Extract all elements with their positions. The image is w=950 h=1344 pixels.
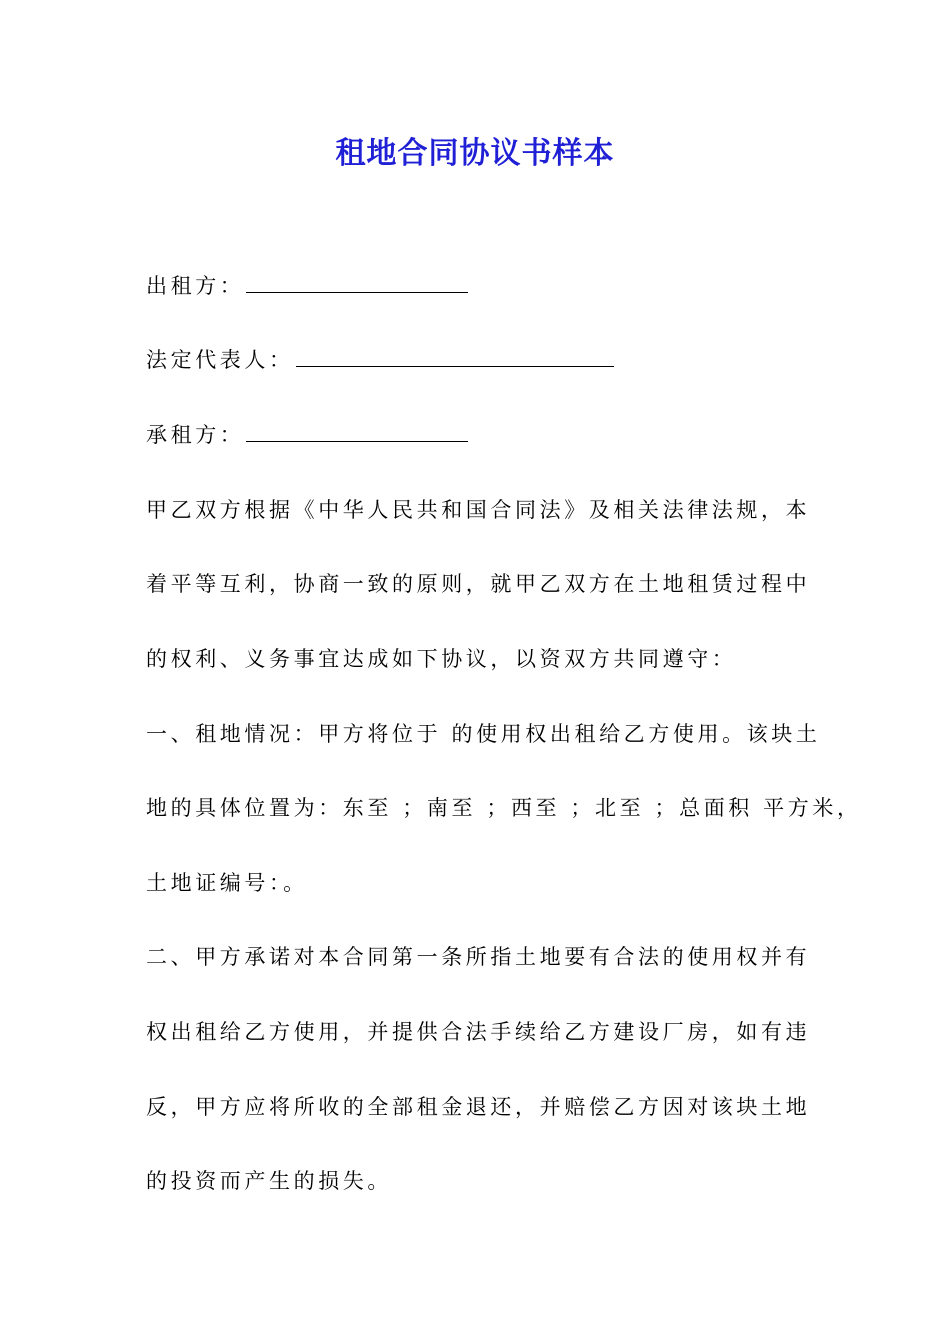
legal-rep-label: 法定代表人： xyxy=(146,348,294,372)
legal-rep-field xyxy=(146,344,826,376)
paragraph-line: 权出租给乙方使用，并提供合法手续给乙方建设厂房，如有违 xyxy=(146,1020,811,1044)
paragraph-line: 地的具体位置为：东至 ；南至 ；西至 ；北至 ；总面积 平方米， xyxy=(146,796,862,820)
paragraph-line: 二、甲方承诺对本合同第一条所指土地要有合法的使用权并有 xyxy=(146,945,811,969)
lessor-label: 出租方： xyxy=(146,274,245,298)
paragraph-line: 反，甲方应将所收的全部租金退还，并赔偿乙方因对该块土地 xyxy=(146,1095,811,1119)
lessor-blank xyxy=(246,274,468,293)
paragraph-line: 甲乙双方根据《中华人民共和国合同法》及相关法律法规，本 xyxy=(146,498,811,522)
lessor-field xyxy=(146,270,826,302)
lessee-field xyxy=(146,419,826,451)
legal-rep-blank xyxy=(296,348,614,367)
paragraph-line: 的权利、义务事宜达成如下协议，以资双方共同遵守： xyxy=(146,647,737,671)
lessee-label: 承租方： xyxy=(146,423,245,447)
paragraph-line: 着平等互利，协商一致的原则，就甲乙双方在土地租赁过程中 xyxy=(146,572,811,596)
paragraph-line: 一、租地情况：甲方将位于 的使用权出租给乙方使用。该块土 xyxy=(146,722,821,746)
lessee-blank xyxy=(246,423,468,442)
document-title: 租地合同协议书样本 xyxy=(335,136,615,171)
paragraph-line: 土地证编号：。 xyxy=(146,871,308,895)
paragraph-line: 的投资而产生的损失。 xyxy=(146,1169,392,1193)
